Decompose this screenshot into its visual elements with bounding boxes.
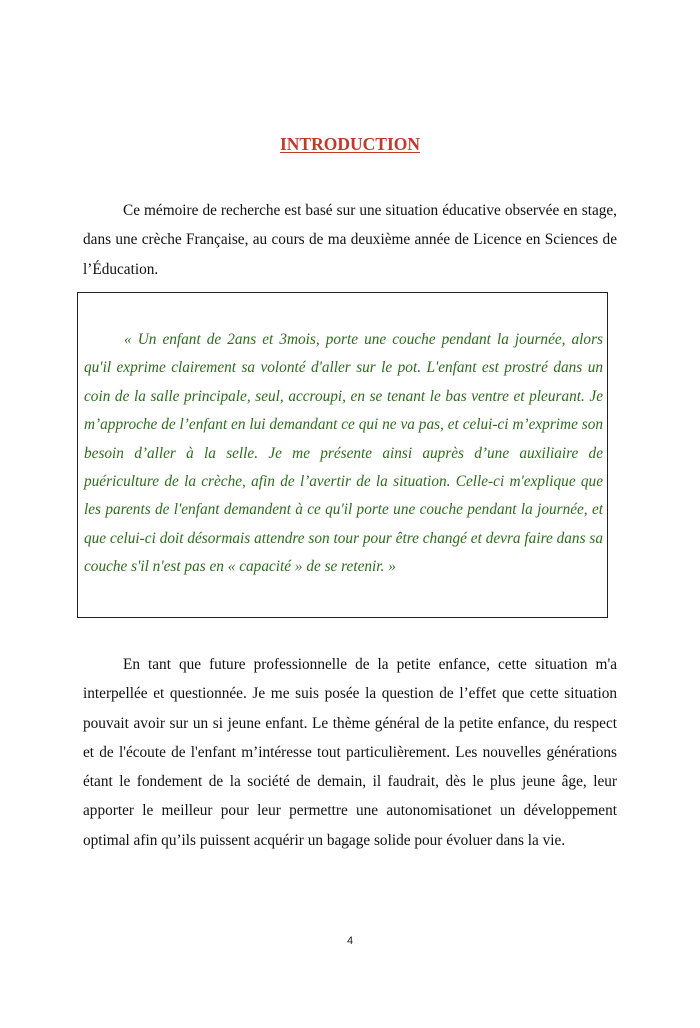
quote-box [77,292,608,618]
page-number: 4 [346,935,354,947]
motivation-paragraph: En tant que future professionnelle de la petite enfance, cette situation m'a interpellée et questionnée. Je me suis posée la question de l’effet que cette situation pouvait avoir sur un si jeune enfant. Le thème général de la petite enfance, du respect et de l'écoute de l'enfant m’intéresse tout particulièrement. Les nouvelles générations étant le fondement de la société de demain, il faudrait, dès le plus jeune âge, leur apporter le meilleur pour leur permettre une autonomisationet un développement optimal afin qu’ils puissent acquérir un bagage solide pour évoluer dans la vie. [83,656,617,849]
intro-paragraph: Ce mémoire de recherche est basé sur une situation éducative observée en stage, dans une crèche Française, au cours de ma deuxième année de Licence en Sciences de l’Éducation. [83,202,617,278]
situation-quote: « Un enfant de 2ans et 3mois, porte une couche pendant la journée, alors qu'il exprime clairement sa volonté d'aller sur le pot. L'enfant est prostré dans un coin de la salle principale, seul, accroupi, en se tenant le bas ventre et pleurant. Je m’approche de l’enfant en lui demandant ce qui ne va pas, et celui-ci m’exprime son besoin d’aller à la selle. Je me présente ainsi auprès d’une auxiliaire de puériculture de la crèche, afin de l’avertir de la situation. Celle-ci m'explique que les parents de l'enfant demandent à ce qu'il porte une couche pendant la journée, et que celui-ci doit désormais attendre son tour pour être changé et devra faire dans sa couche s'il n'est pas en « capacité » de se retenir. » [84,331,603,576]
section-title: INTRODUCTION [279,134,421,154]
